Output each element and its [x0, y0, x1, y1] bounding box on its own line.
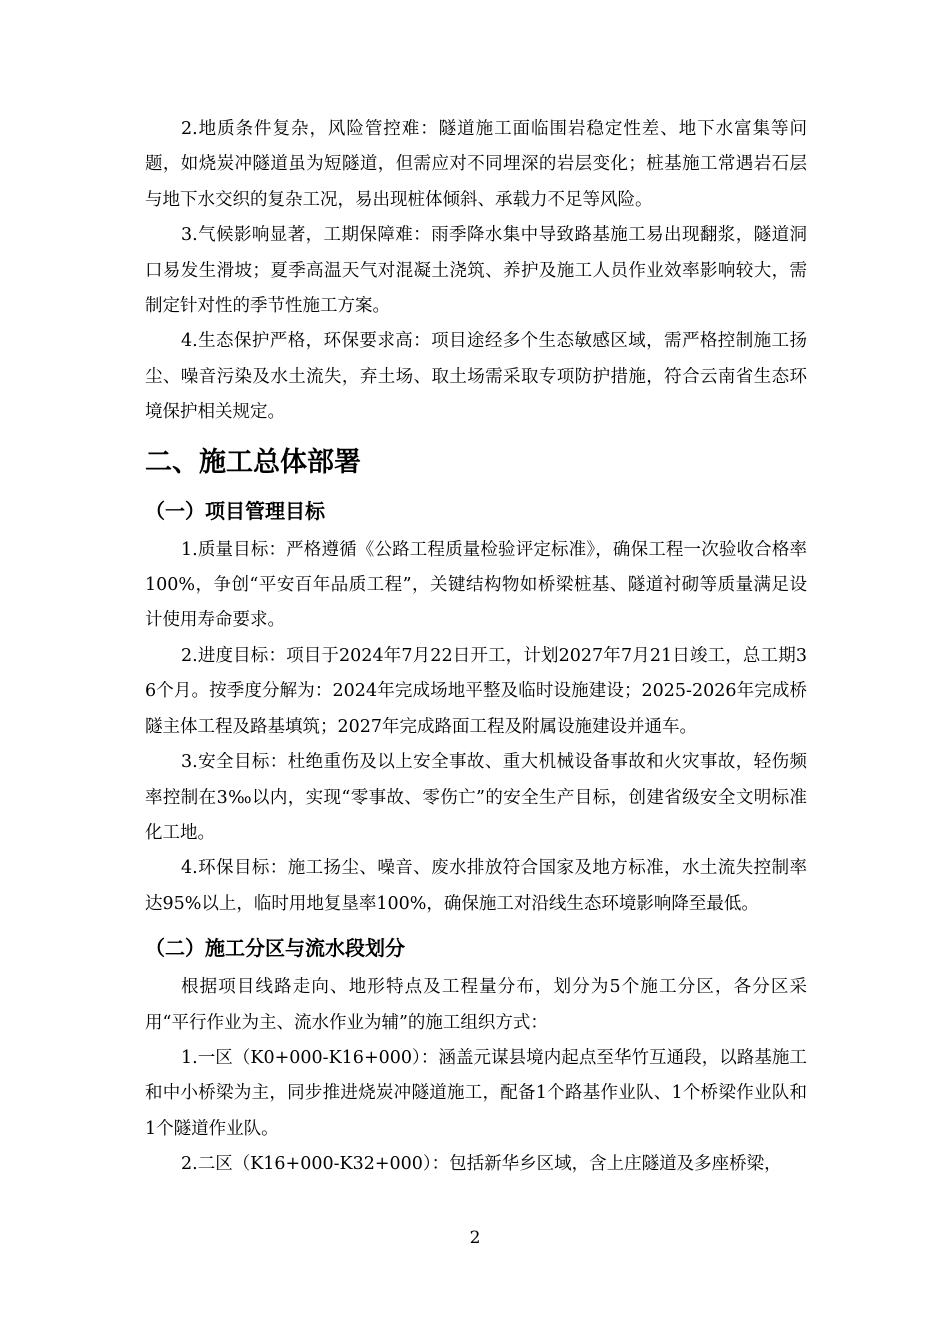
- paragraph-safety-goal: 3.安全目标：杜绝重伤及以上安全事故、重大机械设备事故和火灾事故，轻伤频率控制在3‰以内，实现“零事故、零伤亡”的安全生产目标，创建省级安全文明标准化工地。: [145, 752, 807, 843]
- paragraph-schedule-goal: 2.进度目标：项目于2024年7月22日开工，计划2027年7月21日竣工，总工期36个月。按季度分解为：2024年完成场地平整及临时设施建设；2025-2026年完成桥隧主体工程及路基填筑；2027年完成路面工程及附属设施建设并通车。: [145, 645, 807, 737]
- subsection-title-management-goals: （一）项目管理目标: [145, 498, 325, 523]
- paragraph-zone-two: 2.二区（K16+000-K32+000）：包括新华乡区域，含上庄隧道及多座桥梁，: [181, 1154, 782, 1175]
- paragraph-environment-goal: 4.环保目标：施工扬尘、噪音、废水排放符合国家及地方标准，水土流失控制率达95%以上，临时用地复垦率100%，确保施工对沿线生态环境影响降至最低。: [145, 858, 807, 914]
- paragraph-geology-risk: 2.地质条件复杂，风险管控难：隧道施工面临围岩稳定性差、地下水富集等问题，如烧炭冲隧道虽为短隧道，但需应对不同埋深的岩层变化；桩基施工常遇岩石层与地下水交织的复杂工况，易出现桩体倾斜、承载力不足等风险。: [145, 119, 807, 210]
- paragraph-ecology-protection: 4.生态保护严格，环保要求高：项目途经多个生态敏感区域，需严格控制施工扬尘、噪音污染及水土流失，弃土场、取土场需采取专项防护措施，符合云南省生态环境保护相关规定。: [145, 331, 807, 423]
- paragraph-zone-one: 1.一区（K0+000-K16+000）：涵盖元谋县境内起点至华竹互通段，以路基施工和中小桥梁为主，同步推进烧炭冲隧道施工，配备1个路基作业队、1个桥梁作业队和1个隧道作业队。: [145, 1047, 807, 1139]
- paragraph-zoning-intro: 根据项目线路走向、地形特点及工程量分布，划分为5个施工分区，各分区采用“平行作业为主、流水作业为辅”的施工组织方式：: [145, 977, 807, 1033]
- page-content: [145, 112, 807, 1183]
- paragraph-climate-impact: 3.气候影响显著，工期保障难：雨季降水集中导致路基施工易出现翻浆，隧道洞口易发生滑坡；夏季高温天气对混凝土浇筑、养护及施工人员作业效率影响较大，需制定针对性的季节性施工方案。: [145, 225, 807, 317]
- page-number: 2: [469, 1228, 481, 1248]
- section-title: 二、施工总体部署: [145, 446, 361, 478]
- paragraph-quality-goal: 1.质量目标：严格遵循《公路工程质量检验评定标准》，确保工程一次验收合格率100%，争创“平安百年品质工程”，关键结构物如桥梁桩基、隧道衬砌等质量满足设计使用寿命要求。: [145, 539, 807, 631]
- subsection-title-zoning: （二）施工分区与流水段划分: [145, 936, 405, 961]
